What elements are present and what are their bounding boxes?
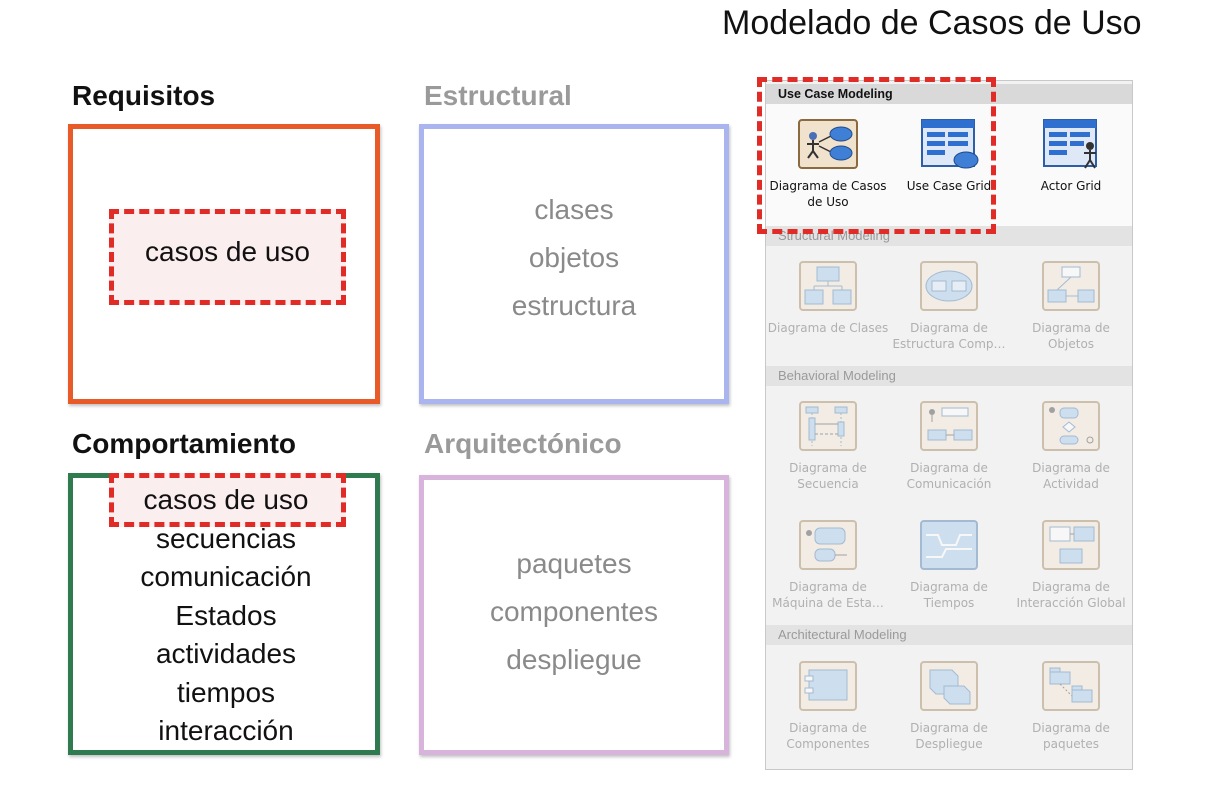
comportamiento-label: Comportamiento (72, 428, 296, 459)
estructural-item: objetos (528, 242, 620, 273)
requisitos-label: Requisitos (72, 80, 216, 111)
actor-grid-icon (1040, 118, 1102, 170)
use-case-palette-highlight (757, 77, 996, 234)
class-diagram-icon (797, 260, 859, 312)
comportamiento-item: tiempos (176, 676, 276, 708)
activity-diagram-icon (1040, 400, 1102, 452)
palette-item-label: Diagrama de Componentes (786, 721, 870, 751)
arquitectonico-list (419, 540, 729, 684)
palette-item-activity-diagram[interactable] (1010, 400, 1132, 492)
palette-item-label: Diagrama de paquetes (1032, 721, 1110, 751)
category-use-case-modeling[interactable]: Use Case Modeling (766, 84, 1132, 104)
palette-item-label: Diagrama de Objetos (1032, 321, 1110, 351)
estructural-label: Estructural (424, 80, 572, 111)
comportamiento-list (68, 481, 384, 751)
palette-item-state-machine[interactable] (767, 519, 889, 611)
palette-item-actor-grid[interactable] (1010, 118, 1132, 194)
estructural-list (419, 186, 729, 330)
arquitectonico-item: componentes (489, 596, 659, 627)
palette-item-communication-diagram[interactable] (888, 400, 1010, 492)
comportamiento-item: comunicación (140, 561, 312, 592)
comportamiento-item: casos de uso (143, 484, 309, 515)
category-architectural-modeling[interactable]: Architectural Modeling (766, 625, 1132, 645)
palette-item-class-diagram[interactable] (767, 260, 889, 336)
estructural-item: estructura (511, 290, 637, 321)
palette-item-label: Diagrama de Interacción Global (1016, 580, 1126, 610)
arquitectonico-item: paquetes (516, 548, 632, 579)
package-diagram-icon (1040, 660, 1102, 712)
palette-item-label: Use Case Grid (906, 179, 992, 193)
comportamiento-item: interacción (158, 715, 294, 746)
timing-diagram-icon (918, 519, 980, 571)
palette-item-label: Diagrama de Actividad (1032, 461, 1110, 491)
sequence-diagram-icon (797, 400, 859, 452)
palette-item-label: Actor Grid (1040, 179, 1102, 193)
category-structural-modeling[interactable]: Structural Modeling (766, 226, 1132, 246)
palette-item-interaction-overview[interactable] (1010, 519, 1132, 611)
palette-item-sequence-diagram[interactable] (767, 400, 889, 492)
palette-item-label: Diagrama de Comunicación (906, 461, 992, 491)
estructural-item: clases (534, 194, 614, 225)
requisitos-item: casos de uso (145, 236, 310, 267)
arquitectonico-item: despliegue (506, 644, 642, 675)
palette-item-label: Diagrama de Estructura Comp… (892, 321, 1006, 351)
comportamiento-item: Estados (175, 599, 277, 631)
interaction-overview-icon (1040, 519, 1102, 571)
category-behavioral-modeling[interactable]: Behavioral Modeling (766, 366, 1132, 386)
palette-item-label: Diagrama de Secuencia (789, 461, 867, 491)
palette-item-object-diagram[interactable] (1010, 260, 1132, 352)
object-diagram-icon (1040, 260, 1102, 312)
palette-item-package-diagram[interactable] (1010, 660, 1132, 752)
arquitectonico-label: Arquitectónico (424, 428, 622, 459)
palette-item-deployment-diagram[interactable] (888, 660, 1010, 752)
deployment-diagram-icon (918, 660, 980, 712)
palette-item-label: Diagrama de Tiempos (910, 580, 988, 610)
composite-structure-icon (918, 260, 980, 312)
palette-item-label: Diagrama de Clases (767, 321, 889, 335)
palette-item-label: Diagrama de Máquina de Esta… (772, 580, 884, 610)
comportamiento-item: actividades (155, 638, 297, 669)
page-title: Modelado de Casos de Uso (722, 4, 1142, 42)
palette-item-composite-structure[interactable] (888, 260, 1010, 352)
component-diagram-icon (797, 660, 859, 712)
palette-item-component-diagram[interactable] (767, 660, 889, 752)
palette-item-label: Diagrama de Casos de Uso (769, 179, 887, 209)
communication-diagram-icon (918, 400, 980, 452)
comportamiento-item: secuencias (155, 522, 297, 554)
state-machine-icon (797, 519, 859, 571)
palette-item-timing-diagram[interactable] (888, 519, 1010, 611)
palette-item-label: Diagrama de Despliegue (910, 721, 988, 751)
